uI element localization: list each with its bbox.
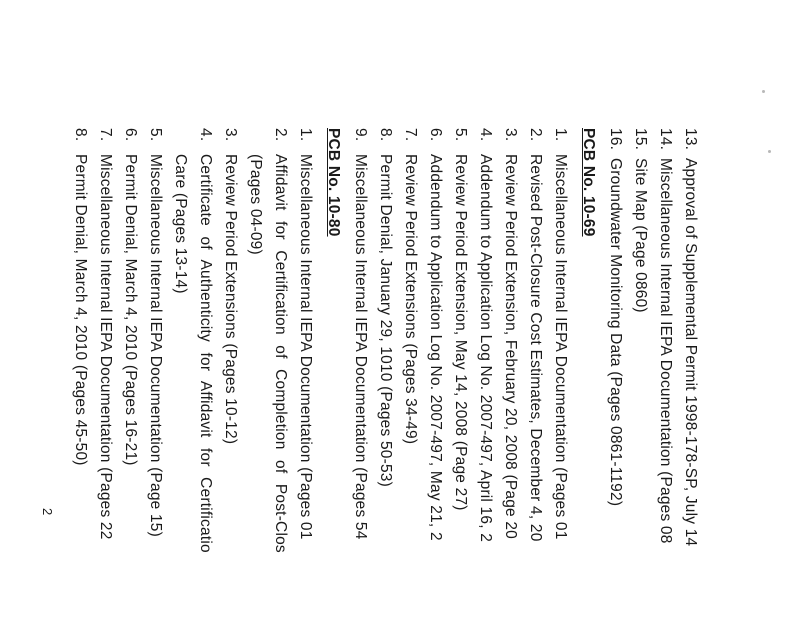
item-text: Miscellaneous Internal IEPA Documentation (Pages 01 [297, 154, 314, 540]
item-text: Miscellaneous Internal IEPA Documentation (Page 15) [147, 154, 164, 537]
item-number: 14. [657, 128, 674, 151]
item-number: 9. [352, 128, 369, 142]
item-number: 7. [97, 128, 114, 142]
item-text: Certificate of Authenticity for Affidavit for Certificatio [197, 154, 214, 553]
item-number: 15. [632, 128, 649, 151]
item-number: 7. [402, 128, 419, 142]
item-number: 5. [147, 128, 164, 142]
item-number: 13. [682, 128, 699, 151]
scan-speck [762, 90, 765, 93]
item-continuation-text: Care (Pages 13-14) [172, 154, 189, 294]
scan-speck [768, 150, 771, 153]
item-number: 3. [222, 128, 239, 142]
item-text: Miscellaneous Internal IEPA Documentation (Pages 54 [352, 154, 369, 540]
item-text: Review Period Extensions (Pages 10-12) [222, 154, 239, 445]
item-number: 1. [297, 128, 314, 142]
item-text: Review Period Extension, May 14, 2008 (Page 27) [452, 154, 469, 511]
item-text: Miscellaneous Internal IEPA Documentation (Pages 08 [657, 158, 674, 544]
item-text: Permit Denial, January 29, 1010 (Pages 50-53) [377, 154, 394, 487]
item-text: Miscellaneous Internal IEPA Documentation (Pages 22 [97, 154, 114, 540]
item-number: 3. [502, 128, 519, 142]
item-text: Review Period Extension, February 20, 2008 (Page 20 [502, 154, 519, 540]
item-text: Review Period Extensions (Pages 34-49) [402, 154, 419, 445]
section-heading-pcb-10-80: PCB No. 10-80 [325, 128, 342, 237]
section-heading-pcb-10-69: PCB No. 10-69 [580, 128, 597, 237]
item-number: 8. [377, 128, 394, 142]
item-text: Affidavit for Certification of Completion of Post-Clos [272, 154, 289, 553]
item-text: Addendum to Application Log No. 2007-497, April 16, 2 [477, 154, 494, 543]
item-text: Addendum to Application Log No. 2007-497, May 21, 2 [427, 154, 444, 541]
item-text: Site Map (Page 0860) [632, 158, 649, 313]
item-number: 6. [122, 128, 139, 142]
rotated-text-block [0, 128, 700, 618]
item-text: Miscellaneous Internal IEPA Documentation (Pages 01 [552, 154, 569, 540]
page-number: 2 [40, 508, 55, 516]
item-number: 16. [607, 128, 624, 151]
item-text: Approval of Supplemental Permit 1998-178-SP, July 14 [682, 158, 699, 547]
item-number: 6. [427, 128, 444, 142]
item-number: 8. [72, 128, 89, 142]
item-continuation-text: (Pages 04-09) [247, 154, 264, 255]
item-number: 2. [272, 128, 289, 142]
item-text: Revised Post-Closure Cost Estimates, December 4, 20 [527, 154, 544, 542]
item-number: 4. [477, 128, 494, 142]
item-text: Groundwater Monitoring Data (Pages 0861-1192) [607, 158, 624, 507]
item-text: Permit Denial, March 4, 2010 (Pages 45-50) [72, 154, 89, 466]
item-number: 4. [197, 128, 214, 142]
item-number: 2. [527, 128, 544, 142]
item-number: 5. [452, 128, 469, 142]
item-number: 1. [552, 128, 569, 142]
item-text: Permit Denial, March 4, 2010 (Pages 16-21) [122, 154, 139, 466]
